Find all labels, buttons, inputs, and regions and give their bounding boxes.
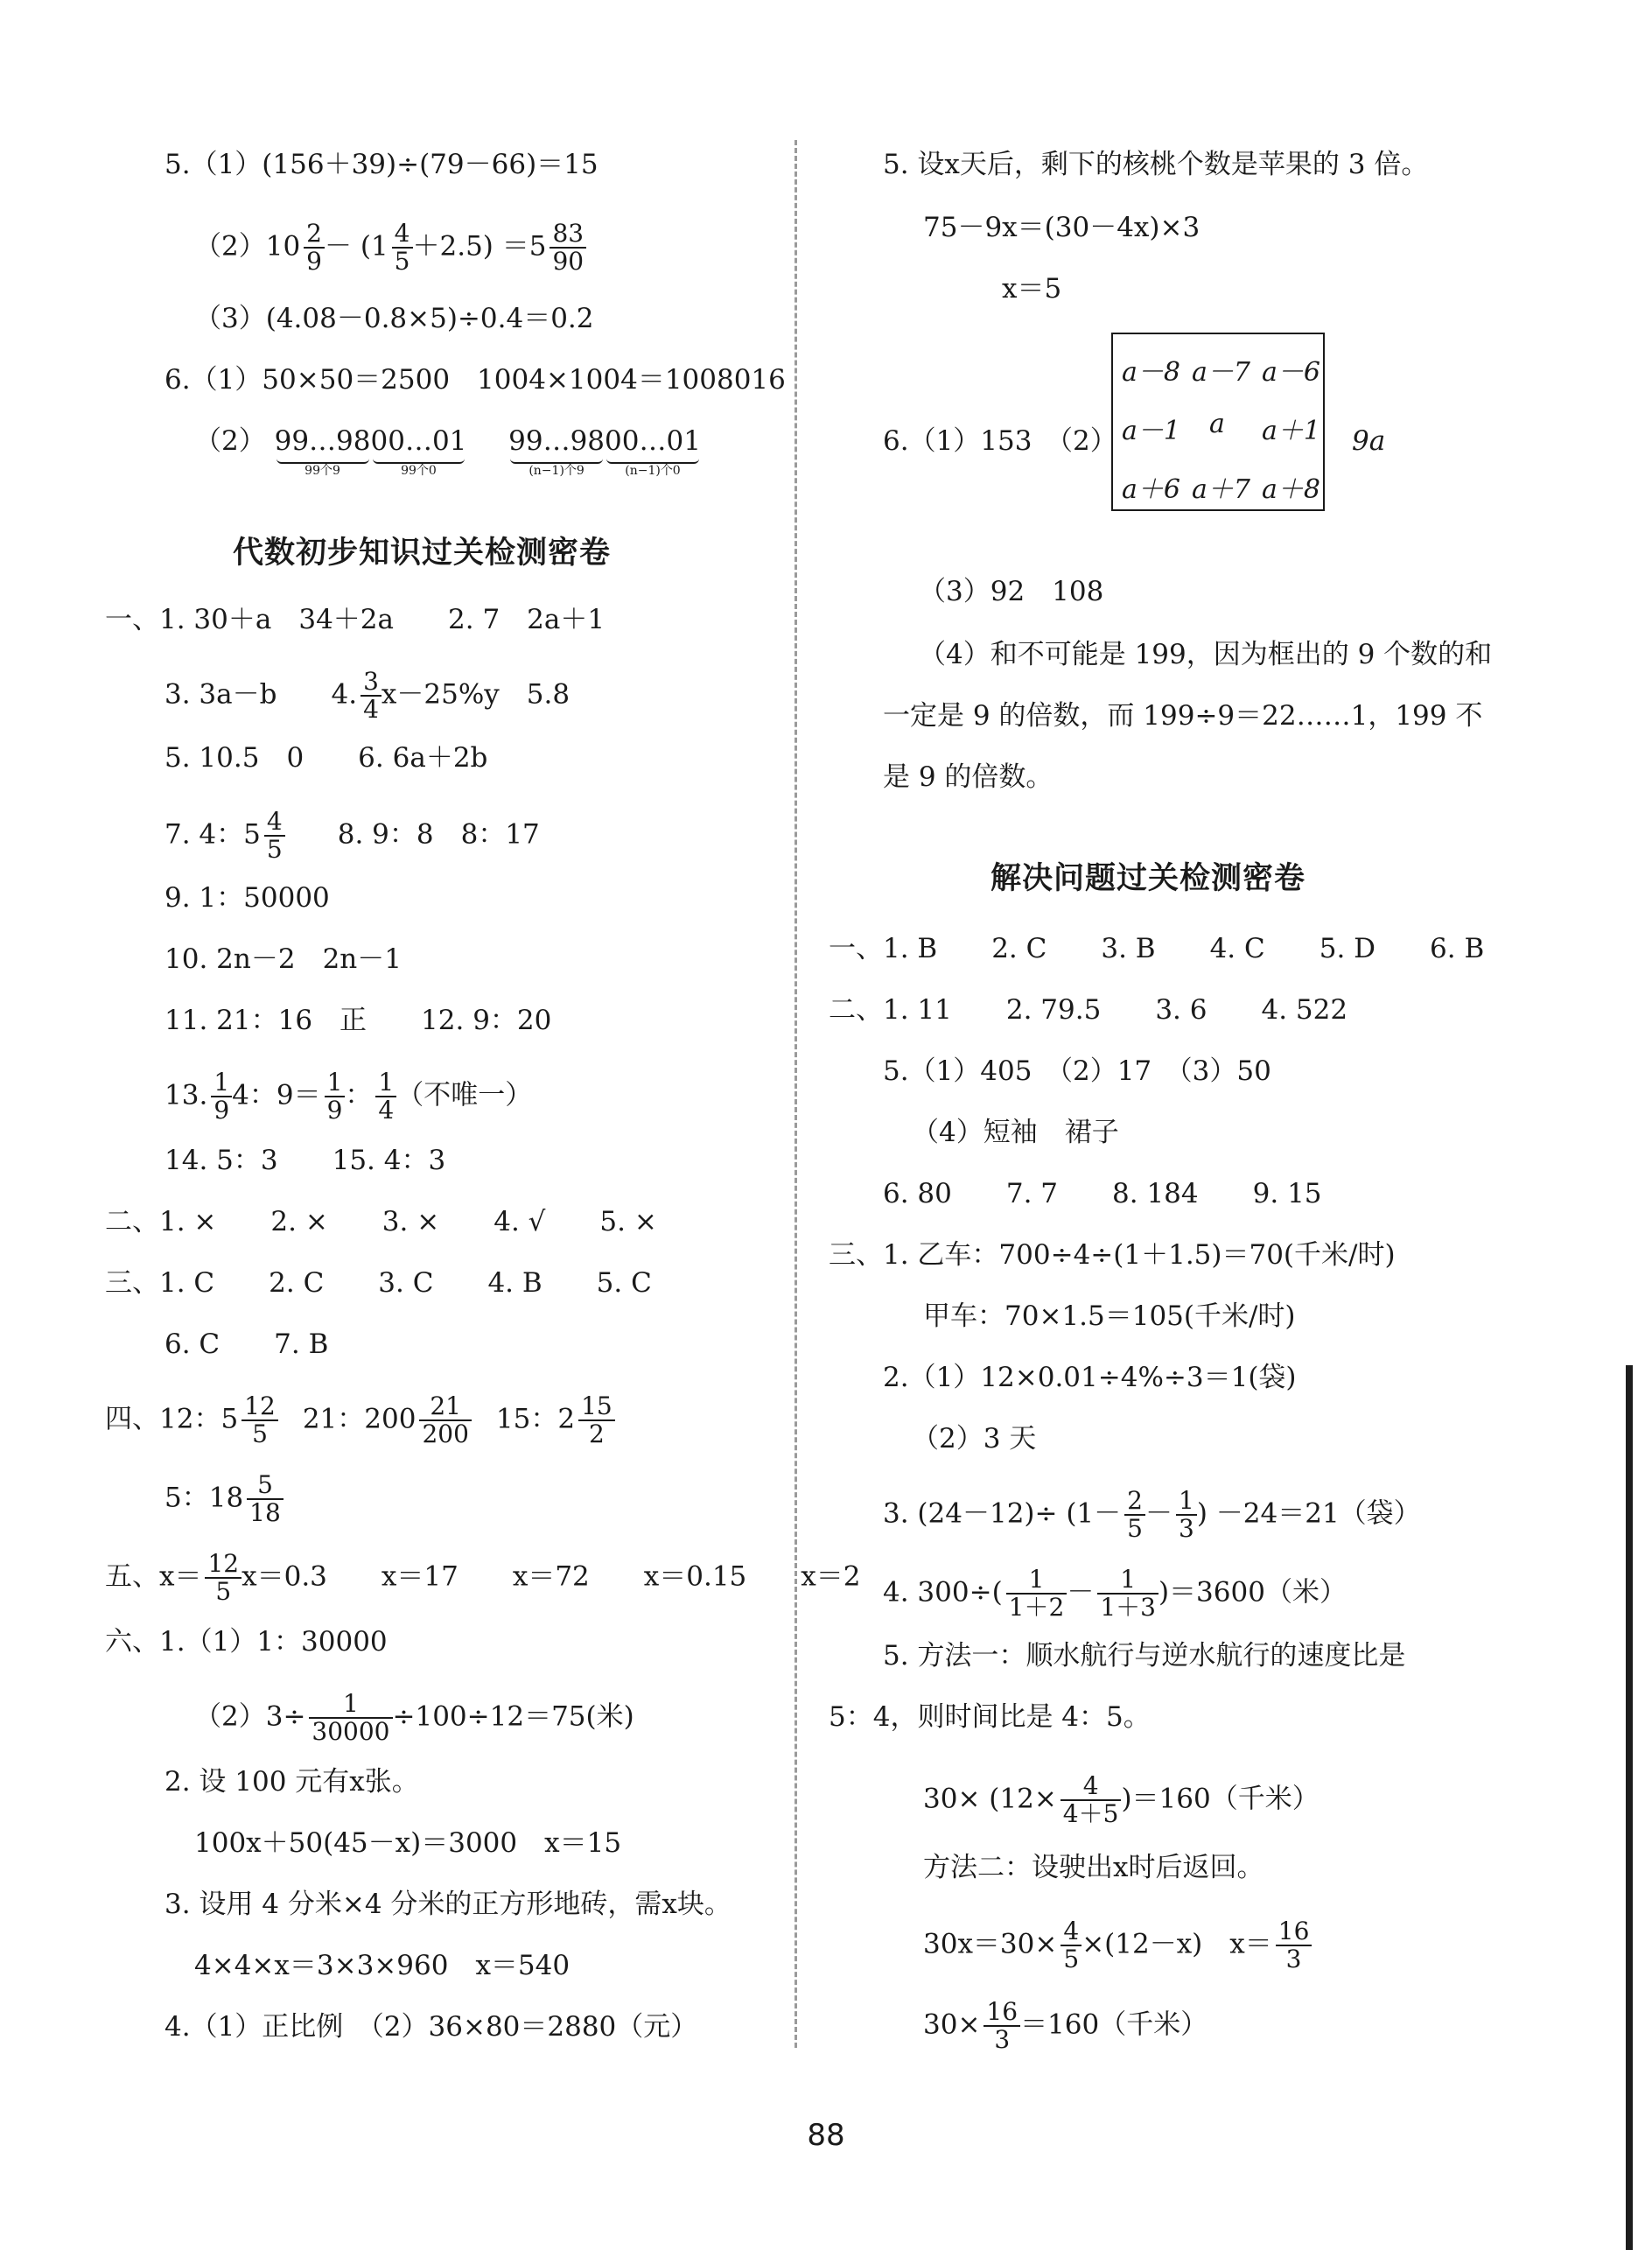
denominator: 4	[363, 695, 379, 724]
answer-line: 9. 1：50000	[164, 882, 330, 914]
fraction	[1006, 1567, 1068, 1621]
answer-line: 甲车：70×1.5＝105(千米/时)	[923, 1300, 1296, 1332]
answer-line: 二、1. × 2. × 3. × 4. √ 5. ×	[105, 1206, 657, 1237]
fraction	[419, 1393, 471, 1447]
numerator: 15	[578, 1393, 615, 1421]
numerator: 4	[264, 809, 285, 837]
numerator: 12	[242, 1393, 278, 1421]
answer-line	[105, 1393, 615, 1447]
grid-cell: a－8	[1122, 357, 1180, 388]
numerator: 1	[1097, 1567, 1158, 1595]
denominator: 1＋3	[1100, 1593, 1156, 1622]
answer-5-3: （3）(4.08－0.8×5)÷0.4＝0.2	[194, 303, 594, 334]
text-segment: ＋2.5) ＝5	[412, 230, 547, 263]
text-segment: 3. (24－12)÷ (1－	[883, 1497, 1122, 1530]
section-heading-problem-solving: 解决问题过关检测密卷	[990, 861, 1306, 896]
answer-line: （4）短袖 裙子	[912, 1117, 1119, 1148]
answer-line: 6.（1）153 （2）	[883, 425, 1117, 457]
answer-line: x＝5	[1002, 273, 1062, 305]
underbrace-text: 00…01	[370, 425, 467, 457]
grid-cell: a＋6	[1122, 474, 1180, 505]
grid-cell: a＋1	[1262, 416, 1320, 446]
fraction	[578, 1393, 615, 1447]
numerator: 3	[360, 669, 382, 697]
answer-line: 5. 设x天后，剩下的核桃个数是苹果的 3 倍。	[883, 149, 1429, 180]
underbrace-count: 99个0	[401, 464, 437, 478]
denominator: 2	[588, 1419, 605, 1448]
answer-line	[923, 1918, 1312, 1973]
answer-line	[923, 1773, 1320, 1827]
numerator: 2	[1124, 1488, 1145, 1516]
fraction	[1124, 1488, 1145, 1542]
text-segment: ) －24＝21（袋）	[1196, 1497, 1421, 1530]
answer-line: 9a	[1352, 425, 1386, 457]
answer-line: 三、1. C 2. C 3. C 4. B 5. C	[105, 1267, 652, 1299]
answer-line: 4×4×x＝3×3×960 x＝540	[194, 1950, 570, 1981]
text-segment: 30x＝30×	[923, 1928, 1058, 1960]
answer-line: 是 9 的倍数。	[883, 761, 1054, 793]
fraction	[1097, 1567, 1158, 1621]
answer-line	[164, 1472, 284, 1526]
text-segment: ÷100÷12＝75(米)	[392, 1700, 634, 1733]
fraction	[205, 1551, 242, 1605]
answer-line: （2）3 天	[912, 1423, 1037, 1454]
fraction	[984, 1999, 1020, 2053]
text-segment: 30× (12×	[923, 1783, 1057, 1815]
numerator: 16	[984, 1999, 1020, 2027]
numerator: 21	[419, 1393, 471, 1421]
numerator: 16	[1276, 1918, 1312, 1946]
text-segment: 8. 9：8 8：17	[337, 818, 540, 851]
answer-line: 11. 21：16 正 12. 9：20	[164, 1005, 552, 1036]
fraction	[1060, 1918, 1082, 1973]
grid-cell: a－6	[1262, 357, 1320, 388]
numerator: 4	[1060, 1918, 1082, 1946]
answer-line: 一定是 9 的倍数，而 199÷9＝22……1，199 不	[883, 700, 1483, 732]
denominator: 200	[422, 1419, 469, 1448]
text-segment: 5：18	[164, 1482, 244, 1514]
answer-line: 4.（1）正比例 （2）36×80＝2880（元）	[164, 2011, 698, 2043]
fraction	[360, 669, 382, 723]
denominator: 3	[1285, 1945, 1302, 1973]
denominator: 18	[249, 1498, 281, 1527]
answer-line: 10. 2n－2 2n－1	[164, 943, 402, 975]
grid-cell: a	[1209, 409, 1225, 439]
answer-line: （3）92 108	[919, 576, 1104, 607]
text-segment: － (1	[325, 230, 388, 263]
text-segment: 13.	[164, 1079, 208, 1111]
fraction	[242, 1393, 278, 1447]
answer-line: 2. 设 100 元有x张。	[164, 1766, 419, 1798]
denominator: 90	[552, 247, 584, 276]
underbrace-count: (n−1)个9	[528, 464, 584, 478]
text-segment: ×(12－x) x＝	[1082, 1928, 1272, 1960]
answer-line: 5：4，则时间比是 4：5。	[829, 1701, 1151, 1733]
answer-line: 3. 设用 4 分米×4 分米的正方形地砖，需x块。	[164, 1889, 732, 1920]
numerator: 4	[392, 221, 413, 249]
numerator: 1	[1176, 1488, 1197, 1516]
underbrace-count: (n−1)个0	[625, 464, 681, 478]
denominator: 30000	[312, 1717, 390, 1746]
underbrace-group	[508, 424, 605, 478]
denominator: 5	[252, 1419, 268, 1448]
answer-line	[105, 1551, 860, 1605]
denominator: 3	[1179, 1514, 1194, 1543]
underbrace-count: 99个9	[304, 464, 340, 478]
text-segment: （不唯一）	[396, 1079, 533, 1111]
number-grid-box	[1111, 333, 1325, 511]
fraction	[325, 1069, 346, 1124]
answer-5-1: 5.（1）(156＋39)÷(79－66)＝15	[164, 149, 598, 180]
answer-line: 5.（1）405 （2）17 （3）50	[883, 1055, 1271, 1087]
fraction	[304, 221, 325, 275]
text-segment: ：	[345, 1079, 373, 1111]
answer-line: 100x＋50(45－x)＝3000 x＝15	[194, 1827, 622, 1859]
numerator: 1	[211, 1069, 232, 1097]
text-segment: （2）	[194, 425, 266, 457]
denominator: 3	[994, 2025, 1011, 2054]
text-segment: ＝160（千米）	[1020, 2008, 1208, 2041]
underbrace-text: 99…98	[508, 425, 606, 457]
numerator: 1	[309, 1691, 392, 1719]
answer-line: 方法二：设驶出x时后返回。	[923, 1852, 1264, 1883]
numerator: 5	[247, 1472, 284, 1500]
answer-line: 二、1. 11 2. 79.5 3. 6 4. 522	[829, 994, 1348, 1026]
denominator: 5	[215, 1577, 232, 1606]
text-segment: )＝3600（米）	[1158, 1576, 1347, 1609]
answer-line	[194, 1691, 634, 1745]
denominator: 9	[214, 1096, 230, 1125]
denominator: 4＋5	[1062, 1799, 1119, 1828]
numerator: 1	[1006, 1567, 1068, 1595]
answer-6-1: 6.（1）50×50＝2500 1004×1004＝1008016	[164, 364, 786, 396]
page-number: 88	[807, 2118, 845, 2153]
answer-line: 75－9x＝(30－4x)×3	[923, 212, 1200, 243]
text-segment: 30×	[923, 2008, 981, 2041]
numerator: 12	[205, 1551, 242, 1579]
answer-line: 14. 5：3 15. 4：3	[164, 1145, 446, 1176]
numerator: 2	[304, 221, 325, 249]
answer-line: 6. 80 7. 7 8. 184 9. 15	[883, 1178, 1322, 1209]
text-segment: )＝160（千米）	[1121, 1783, 1320, 1815]
grid-cell: a＋8	[1262, 474, 1320, 505]
answer-line: 5. 方法一：顺水航行与逆水航行的速度比是	[883, 1640, 1406, 1672]
answer-line: 一、1. B 2. C 3. B 4. C 5. D 6. B	[829, 933, 1485, 964]
text-segment: 4：9＝	[232, 1079, 321, 1111]
answer-line	[923, 1999, 1208, 2053]
answer-6-2	[194, 424, 701, 478]
fraction	[264, 809, 285, 863]
text-segment: 21：200	[302, 1403, 416, 1435]
fraction	[211, 1069, 232, 1124]
denominator: 5	[394, 247, 410, 276]
fraction	[1060, 1773, 1122, 1827]
answer-line	[164, 669, 570, 723]
text-segment: 五、x＝	[105, 1560, 202, 1593]
underbrace-text: 99…98	[274, 425, 371, 457]
underbrace-text: 00…01	[605, 425, 701, 457]
denominator: 9	[326, 1096, 343, 1125]
fraction	[309, 1691, 392, 1745]
answer-line: （4）和不可能是 199，因为框出的 9 个数的和	[919, 639, 1493, 670]
text-segment: 15：2	[495, 1403, 576, 1435]
text-segment: 7. 4：5	[164, 818, 261, 851]
answer-5-2	[194, 221, 586, 275]
text-segment: （2）3÷	[194, 1700, 306, 1733]
answer-line	[164, 1069, 532, 1124]
answer-line: 2.（1）12×0.01÷4%÷3＝1(袋)	[883, 1362, 1297, 1393]
underbrace-group	[371, 424, 467, 478]
denominator: 4	[378, 1096, 395, 1125]
numerator: 1	[375, 1069, 396, 1097]
numerator: 4	[1060, 1773, 1122, 1801]
answer-line: 三、1. 乙车：700÷4÷(1＋1.5)＝70(千米/时)	[829, 1239, 1396, 1271]
fraction	[375, 1069, 396, 1124]
denominator: 5	[1127, 1514, 1143, 1543]
text-segment: 4. 300÷(	[883, 1576, 1003, 1609]
answer-line: 6. C 7. B	[164, 1328, 329, 1360]
fraction	[247, 1472, 284, 1526]
denominator: 9	[306, 247, 322, 276]
numerator: 1	[325, 1069, 346, 1097]
answer-line: 5. 10.5 0 6. 6a＋2b	[164, 742, 488, 774]
answer-line	[883, 1567, 1347, 1621]
fraction	[550, 221, 586, 275]
answer-line	[164, 809, 540, 863]
denominator: 1＋2	[1008, 1593, 1065, 1622]
underbrace-group	[605, 424, 701, 478]
grid-cell: a－1	[1122, 416, 1180, 446]
grid-cell: a＋7	[1192, 474, 1250, 505]
text-segment: －	[1145, 1497, 1172, 1530]
column-divider	[794, 140, 797, 2048]
denominator: 5	[266, 835, 283, 864]
text-segment: 3. 3a－b 4.	[164, 678, 358, 711]
text-segment: 四、12：5	[105, 1403, 239, 1435]
answer-line	[883, 1488, 1421, 1542]
fraction	[1176, 1488, 1197, 1542]
fraction	[1276, 1918, 1312, 1973]
denominator: 5	[1063, 1945, 1080, 1973]
text-segment: x－25%y 5.8	[381, 678, 570, 711]
grid-cell: a－7	[1192, 357, 1250, 388]
underbrace-group	[275, 424, 371, 478]
answer-line: 一、1. 30＋a 34＋2a 2. 7 2a＋1	[105, 604, 606, 635]
numerator: 83	[550, 221, 586, 249]
answer-line: 六、1.（1）1：30000	[105, 1626, 388, 1658]
text-segment: （2）10	[194, 230, 301, 263]
text-segment: x＝0.3 x＝17 x＝72 x＝0.15 x＝2	[242, 1560, 861, 1593]
text-segment: －	[1067, 1576, 1095, 1609]
section-heading-algebra: 代数初步知识过关检测密卷	[233, 536, 612, 571]
fraction	[392, 221, 413, 275]
